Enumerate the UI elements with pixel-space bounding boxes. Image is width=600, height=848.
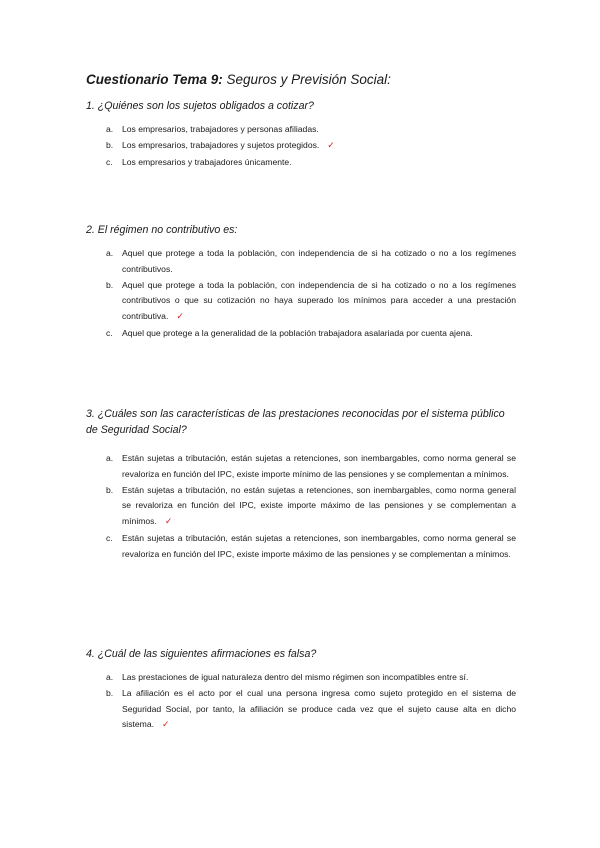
question-1: 1. ¿Quiénes son los sujetos obligados a cotizar? xyxy=(86,100,314,112)
question-3: 3. ¿Cuáles son las características de las prestaciones reconocidas por el sistema público de Seguridad Social? xyxy=(86,408,505,436)
question-4-options xyxy=(106,670,516,734)
title-bold: Cuestionario Tema 9: xyxy=(86,72,223,87)
option-1b: b. Los empresarios, trabajadores y sujetos protegidos. ✓ xyxy=(106,139,335,151)
option-3a: a. Están sujetas a tributación, están sujetas a retenciones, son inembargables, como norma general se revaloriza en función del IPC, existe importe mínimo de las pensiones y se complementan a mínimos. xyxy=(106,453,516,479)
option-2a: a. Aquel que protege a toda la población, con independencia de si ha cotizado o no a los regímenes contributivos. xyxy=(106,248,516,274)
option-1a: a. Los empresarios, trabajadores y personas afiliadas. xyxy=(106,124,319,134)
title-rest: Seguros y Previsión Social: xyxy=(222,72,391,87)
option-1c: c. Los empresarios y trabajadores únicamente. xyxy=(106,156,292,167)
question-2-options xyxy=(106,246,516,342)
check-icon: ✓ xyxy=(162,720,170,731)
check-icon: ✓ xyxy=(176,312,184,323)
option-2b: b. Aquel que protege a toda la población, con independencia de si ha cotizado o no a los regímenes contributivos o que su cotización no haya superado los mínimos para acceder a una prestación contributiva. ✓ xyxy=(106,279,516,323)
option-4b: b. La afiliación es el acto por el cual una persona ingresa como sujeto protegido en el sistema de Seguridad Social, por tanto, la afiliación se produce cada vez que el sujeto cause alta en dicho sistema. ✓ xyxy=(106,687,516,731)
question-3-options xyxy=(106,451,516,563)
check-icon: ✓ xyxy=(327,140,335,151)
question-2: 2. El régimen no contributivo es: xyxy=(86,224,238,236)
check-icon: ✓ xyxy=(164,517,173,528)
document-title xyxy=(86,72,391,87)
option-3c: c. Están sujetas a tributación, están sujetas a retenciones, son inembargables, como norma general se revaloriza en función del IPC, existe importe máximo de las pensiones y se complementan a mínimos. xyxy=(106,532,516,559)
option-4a: a. Las prestaciones de igual naturaleza dentro del mismo régimen son incompatibles entre sí. xyxy=(106,672,469,682)
option-2c: c. Aquel que protege a la generalidad de la población trabajadora asalariada por cuenta ajena. xyxy=(106,327,473,338)
question-1-options xyxy=(106,122,516,170)
option-3b: b. Están sujetas a tributación, no están sujetas a retenciones, son inembargables, como norma general se revaloriza en función del IPC, existe importe máximo de las pensiones y se complementan a mínimos. ✓ xyxy=(106,484,516,528)
question-4: 4. ¿Cuál de las siguientes afirmaciones es falsa? xyxy=(86,648,317,660)
